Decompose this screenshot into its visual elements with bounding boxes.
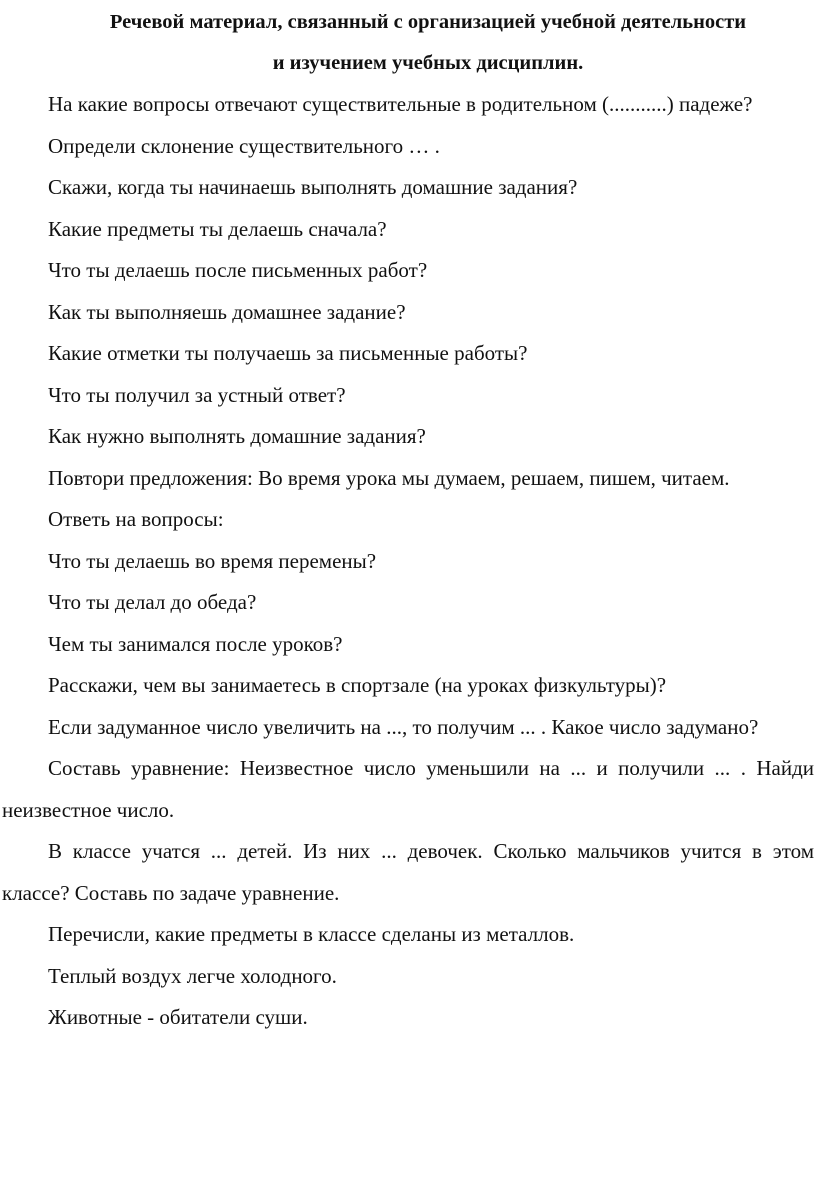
paragraph-6: Как ты выполняешь домашнее задание? — [48, 299, 406, 324]
paragraph-19: Перечисли, какие предметы в классе сделаны из металлов. — [48, 922, 575, 946]
title-line-2: и изучением учебных дисциплин. — [272, 52, 584, 74]
paragraph-14: Чем ты занимался после уроков? — [48, 631, 343, 656]
paragraph-13: Что ты делал до обеда? — [48, 590, 257, 614]
paragraph-1: На какие вопросы отвечают существительные в родительном (...........) падеже? — [48, 92, 753, 116]
paragraph-16: Если задуманное число увеличить на ..., то получим ... . Какое число задумано? — [48, 714, 759, 739]
paragraph-17: Составь уравнение: Неизвестное число уменьшили на ... и получили ... . Найди неизвестное число. — [2, 756, 814, 822]
paragraph-18: В классе учатся ... детей. Из них ... девочек. Сколько мальчиков учится в этом классе? Составь по задаче уравнение. — [2, 839, 814, 905]
paragraph-21: Животные - обитатели суши. — [48, 1005, 308, 1029]
title-line-1: Речевой материал, связанный с организацией учебной деятельности — [109, 11, 747, 33]
paragraph-8: Что ты получил за устный ответ? — [48, 382, 346, 407]
paragraph-2: Определи склонение существительного … . — [48, 133, 440, 158]
paragraph-11: Ответь на вопросы: — [48, 507, 224, 531]
paragraph-10: Повтори предложения: Во время урока мы думаем, решаем, пишем, читаем. — [48, 465, 730, 490]
paragraph-9: Как нужно выполнять домашние задания? — [48, 424, 426, 448]
paragraph-7: Какие отметки ты получаешь за письменные работы? — [48, 341, 528, 365]
paragraph-15: Расскажи, чем вы занимаетесь в спортзале (на уроках физкультуры)? — [48, 673, 667, 697]
paragraph-20: Теплый воздух легче холодного. — [48, 963, 337, 988]
paragraph-4: Какие предметы ты делаешь сначала? — [48, 216, 387, 241]
paragraph-12: Что ты делаешь во время перемены? — [48, 548, 377, 573]
paragraph-3: Скажи, когда ты начинаешь выполнять домашние задания? — [48, 175, 578, 199]
document-title — [2, 0, 814, 84]
paragraph-5: Что ты делаешь после письменных работ? — [48, 258, 428, 282]
